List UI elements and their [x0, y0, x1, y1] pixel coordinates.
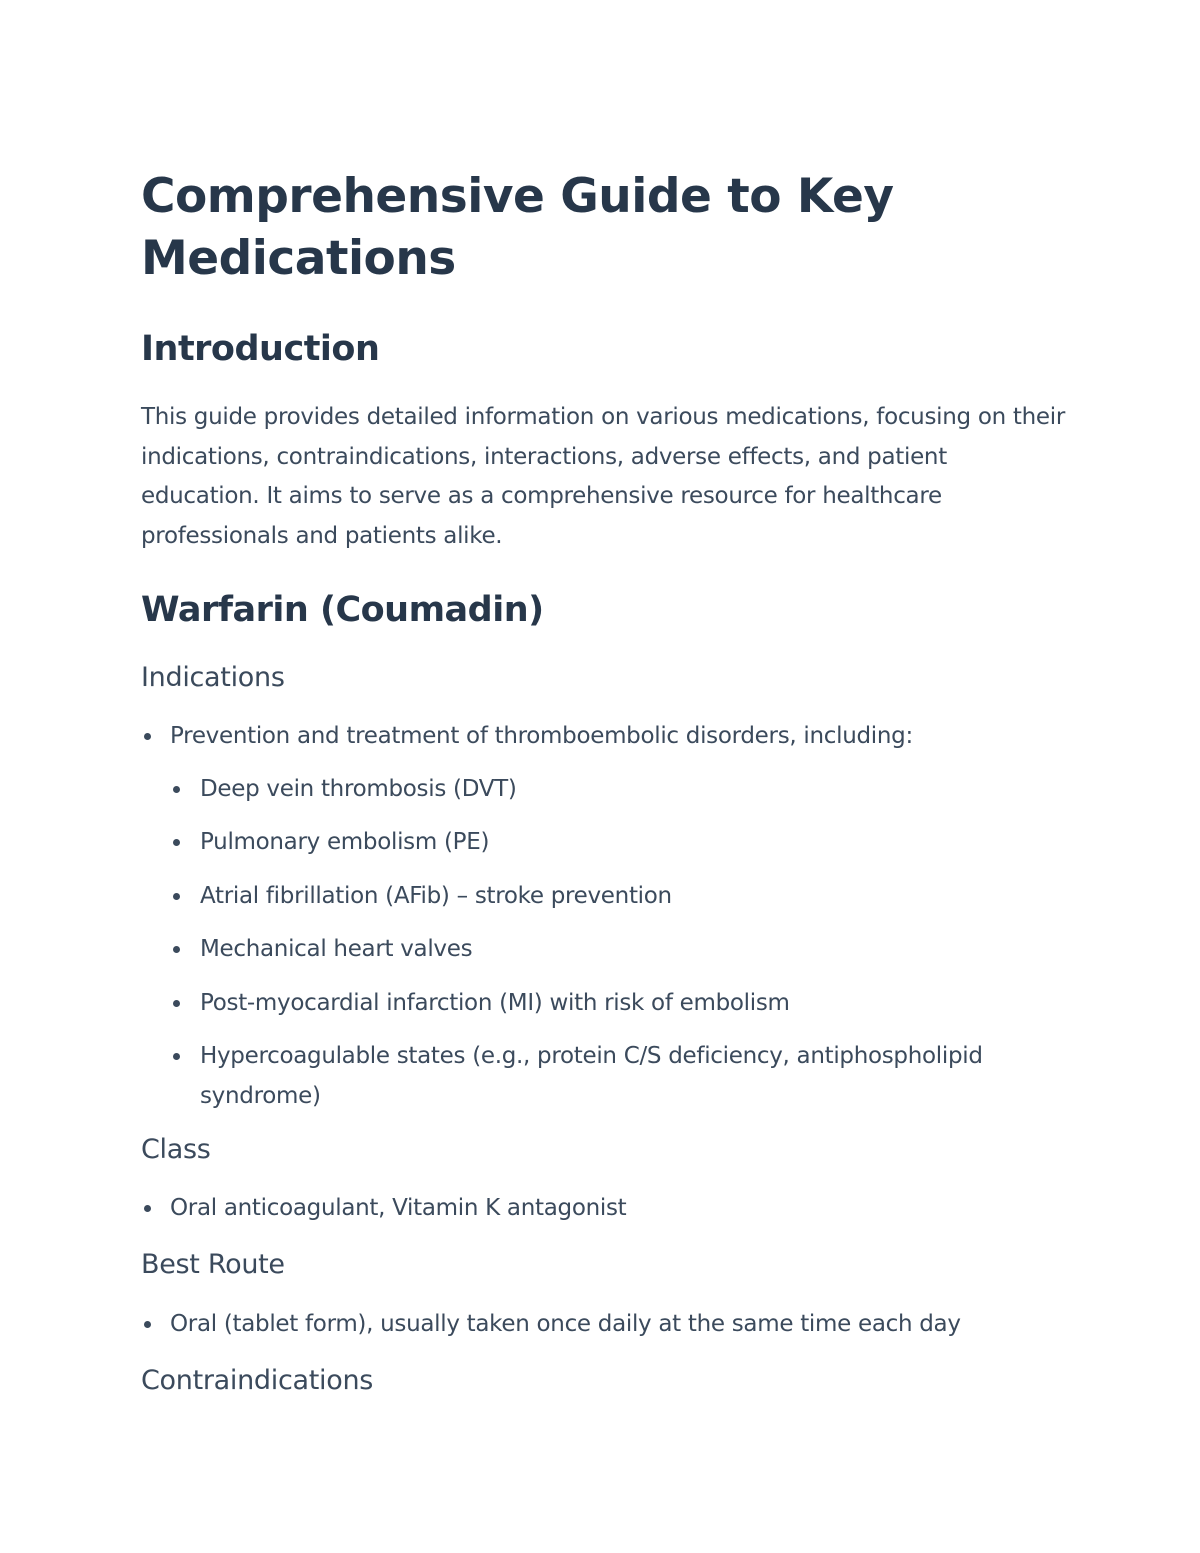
bullet-icon — [144, 733, 151, 740]
drug-heading: Warfarin (Coumadin) — [141, 590, 544, 630]
list-item — [170, 877, 1066, 917]
list-item — [170, 984, 1066, 1024]
indications-list — [141, 717, 1066, 1116]
indications-heading: Indications — [141, 662, 285, 693]
contraindications-heading: Contraindications — [141, 1365, 374, 1396]
introduction-text: This guide provides detailed information on various medications, focusing on their indications, contraindications, interactions, adverse effects, and patient education. It aims to serve as a comprehensive resource for healthcare professionals and patients alike. — [141, 404, 1065, 549]
indication-item: Mechanical heart valves — [200, 936, 473, 962]
list-item — [170, 823, 1066, 863]
list-item — [141, 717, 1066, 1116]
indication-item: Deep vein thrombosis (DVT) — [200, 775, 517, 802]
bullet-icon — [173, 786, 180, 793]
indication-item: Post-myocardial infarction (MI) with risk of embolism — [200, 989, 790, 1016]
indications-sublist — [170, 770, 1066, 1117]
class-list — [141, 1189, 1066, 1229]
list-item — [170, 930, 1066, 970]
bullet-icon — [144, 1321, 151, 1328]
class-heading: Class — [141, 1134, 211, 1165]
bullet-icon — [173, 946, 180, 953]
class-item: Oral anticoagulant, Vitamin K antagonist — [170, 1195, 627, 1221]
list-item — [170, 770, 1066, 810]
bullet-icon — [173, 1000, 180, 1007]
list-item — [170, 1037, 1066, 1116]
route-list — [141, 1305, 1066, 1345]
bullet-icon — [173, 839, 180, 846]
indication-item: Atrial fibrillation (AFib) – stroke prevention — [200, 882, 672, 909]
bullet-icon — [144, 1205, 151, 1212]
indication-item: Pulmonary embolism (PE) — [200, 829, 490, 855]
route-heading: Best Route — [141, 1248, 285, 1280]
indication-item: Hypercoagulable states (e.g., protein C/S deficiency, antiphospholipid syndrome) — [200, 1043, 983, 1109]
document-page — [141, 166, 1066, 1399]
document-title: Comprehensive Guide to Key Medications — [141, 169, 894, 286]
bullet-icon — [173, 893, 180, 900]
route-item: Oral (tablet form), usually taken once daily at the same time each day — [170, 1310, 961, 1337]
indications-lead: Prevention and treatment of thromboembolic disorders, including: — [170, 723, 913, 749]
introduction-heading: Introduction — [141, 329, 380, 369]
list-item — [141, 1189, 1066, 1229]
list-item — [141, 1305, 1066, 1345]
bullet-icon — [173, 1053, 180, 1060]
